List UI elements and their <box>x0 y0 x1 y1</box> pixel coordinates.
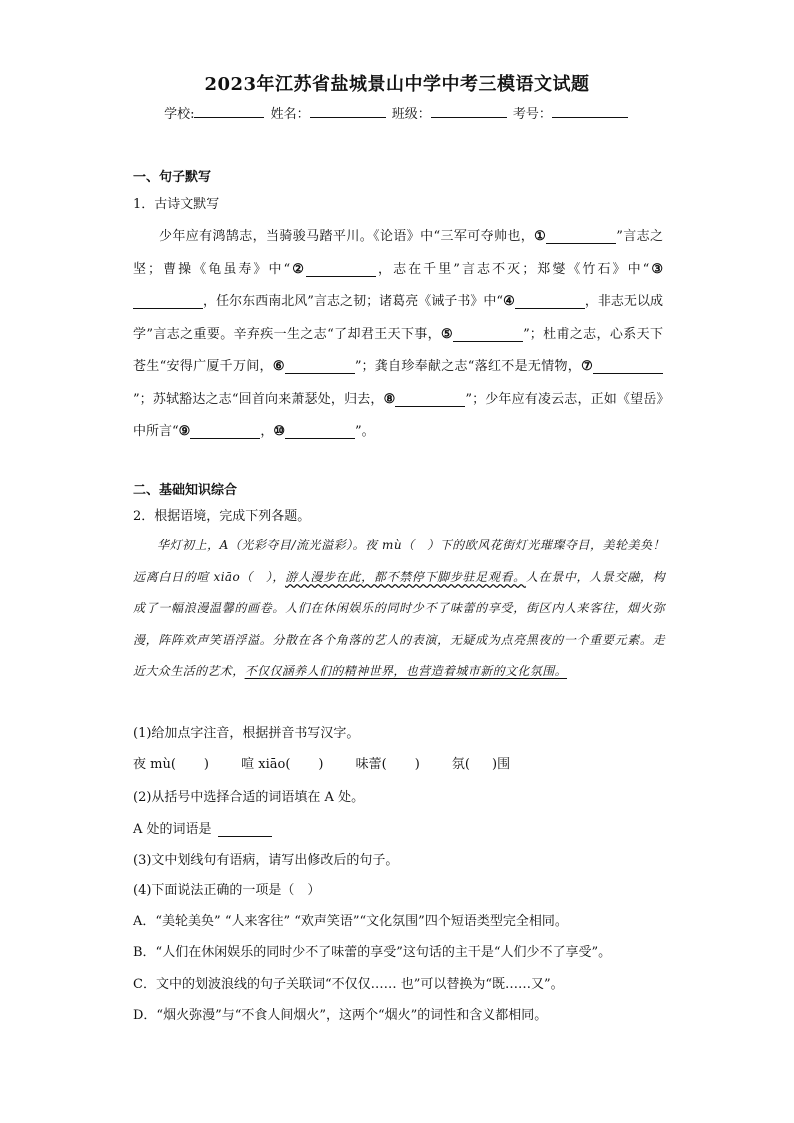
blank-number-3: ③ <box>649 261 664 277</box>
blank-number-4: ④ <box>503 294 515 309</box>
poem-text: ”言志之坚；曹操《龟虽寿》中“ <box>133 229 664 277</box>
answer-blank-6[interactable] <box>285 357 355 374</box>
school-blank[interactable] <box>194 104 264 118</box>
poem-text: ，任尔东西南北风”言志之韧；诸葛亮《诫子书》中“ <box>203 294 504 309</box>
sub-question-2: (2)从括号中选择合适的词语填在 A 处。 <box>133 790 365 805</box>
page-title: 2023年江苏省盐城景山中学中考三模语文试题 <box>204 74 590 95</box>
answer-blank-9[interactable] <box>190 422 260 439</box>
student-info-row <box>0 103 794 122</box>
answer-blank-7[interactable] <box>593 357 663 374</box>
question-2-title: 2．根据语境，完成下列各题。 <box>133 509 311 524</box>
section-heading-2: 二、基础知识综合 <box>133 483 238 498</box>
blank-number-10: ⑩ <box>273 424 285 439</box>
option-c[interactable]: C．文中的划波浪线的句子关联词“不仅仅…… 也”可以替换为“既……又”。 <box>133 977 564 992</box>
answer-label: A 处的词语是 <box>133 822 212 837</box>
pinyin-item-mu: 夜 mù( <box>133 757 176 772</box>
pinyin-item-xiao: 喧 xiāo( <box>241 757 291 772</box>
pinyin-items-row <box>133 753 510 772</box>
poem-text: ”。 <box>354 424 375 439</box>
paren-close: ) <box>203 757 209 772</box>
option-b[interactable]: B．“人们在休闲娱乐的同时少不了味蕾的享受”这句话的主干是“人们少不了享受”。 <box>133 945 612 960</box>
answer-blank-10[interactable] <box>285 422 355 439</box>
answer-blank-a[interactable] <box>218 822 272 837</box>
poem-text: ，非志无以成学”言志之重要。辛弃疾一生之志“了却君王天下事， <box>133 294 663 342</box>
paren-close: )围 <box>492 757 511 772</box>
blank-number-2: ② <box>290 261 306 277</box>
name-label: 姓名： <box>270 107 310 122</box>
option-d[interactable]: D．“烟火弥漫”与“不食人间烟火”，这两个“烟火”的词性和含义都相同。 <box>133 1008 548 1023</box>
sub-question-1: (1)给加点字注音，根据拼音书写汉字。 <box>133 726 360 741</box>
blank-number-1: ① <box>534 229 547 244</box>
pinyin-item-lei: 味蕾( <box>355 757 387 772</box>
answer-blank-4[interactable] <box>515 292 585 309</box>
answer-blank-2[interactable] <box>306 260 376 277</box>
paren-close: ) <box>318 757 324 772</box>
blank-number-8: ⑧ <box>383 391 396 407</box>
sub-question-3: (3)文中划线句有语病，请写出修改后的句子。 <box>133 853 399 868</box>
class-blank[interactable] <box>431 104 507 118</box>
blank-number-6: ⑥ <box>272 359 285 374</box>
blank-number-7: ⑦ <box>581 359 594 374</box>
poem-text: ”；苏轼豁达之志“回首向来萧瑟处，归去， <box>133 391 384 407</box>
wavy-underlined-sentence: 游人漫步在此，都不禁停下脚步驻足观看。 <box>285 569 526 584</box>
question-1-title: 1．古诗文默写 <box>133 197 220 212</box>
poem-text: ”；少年应有凌云志，正如《望岳》中所言“ <box>133 391 663 439</box>
pinyin-item-fen: 氛( <box>451 757 470 772</box>
school-label: 学校: <box>164 107 195 122</box>
name-blank[interactable] <box>310 104 386 118</box>
poetry-fill-in-paragraph <box>133 221 663 449</box>
underlined-sentence: 不仅仅涵养人们的精神世界，也营造着城市新的文化氛围。 <box>244 664 568 678</box>
sub-question-2-answer <box>133 818 272 837</box>
passage-text: 华灯初上，A（光彩夺目/流光溢彩）。夜 mù（ ）下的欧风花街灯光璀璨夺目，美轮美奂！远离白日的喧 xiāo（ ）， <box>133 538 665 584</box>
answer-blank-3[interactable] <box>133 292 203 309</box>
answer-blank-5[interactable] <box>453 325 523 342</box>
reading-passage <box>133 530 665 688</box>
answer-blank-1[interactable] <box>546 227 616 244</box>
number-label: 考号： <box>512 107 552 122</box>
passage-text: 人在景中，人景交融，构成了一幅浪漫温馨的画卷。人们在休闲娱乐的同时少不了味蕾的享受，街区内人来客往，烟火弥漫，阵阵欢声笑语浮溢。分散在各个角落的艺人的表演，无疑成为点亮黑夜的一个重要元素。走近大众生活的艺术， <box>133 569 665 678</box>
poem-text: ”；龚自珍奉献之志“落红不是无情物， <box>354 359 582 374</box>
poem-text: ， <box>260 424 274 439</box>
paren-close: ) <box>414 757 420 772</box>
poem-text: ，志在千里”言志不灭；郑燮《竹石》中“ <box>375 261 650 277</box>
poem-text: 少年应有鸿鹄志，当骑骏马踏平川。《论语》中“三军可夺帅也， <box>159 229 535 244</box>
answer-blank-8[interactable] <box>395 390 465 407</box>
class-label: 班级： <box>391 107 431 122</box>
sub-question-4: (4)下面说法正确的一项是（ ） <box>133 883 321 898</box>
section-heading-1: 一、句子默写 <box>133 170 212 185</box>
blank-number-9: ⑨ <box>178 424 191 439</box>
blank-number-5: ⑤ <box>441 326 454 342</box>
option-a[interactable]: A．“美轮美奂” “人来客往” “欢声笑语”“文化氛围”四个短语类型完全相同。 <box>133 914 568 929</box>
poem-text: ”；杜甫之志，心系天下苍生“安得广厦千万间， <box>133 326 664 374</box>
number-blank[interactable] <box>552 104 628 118</box>
